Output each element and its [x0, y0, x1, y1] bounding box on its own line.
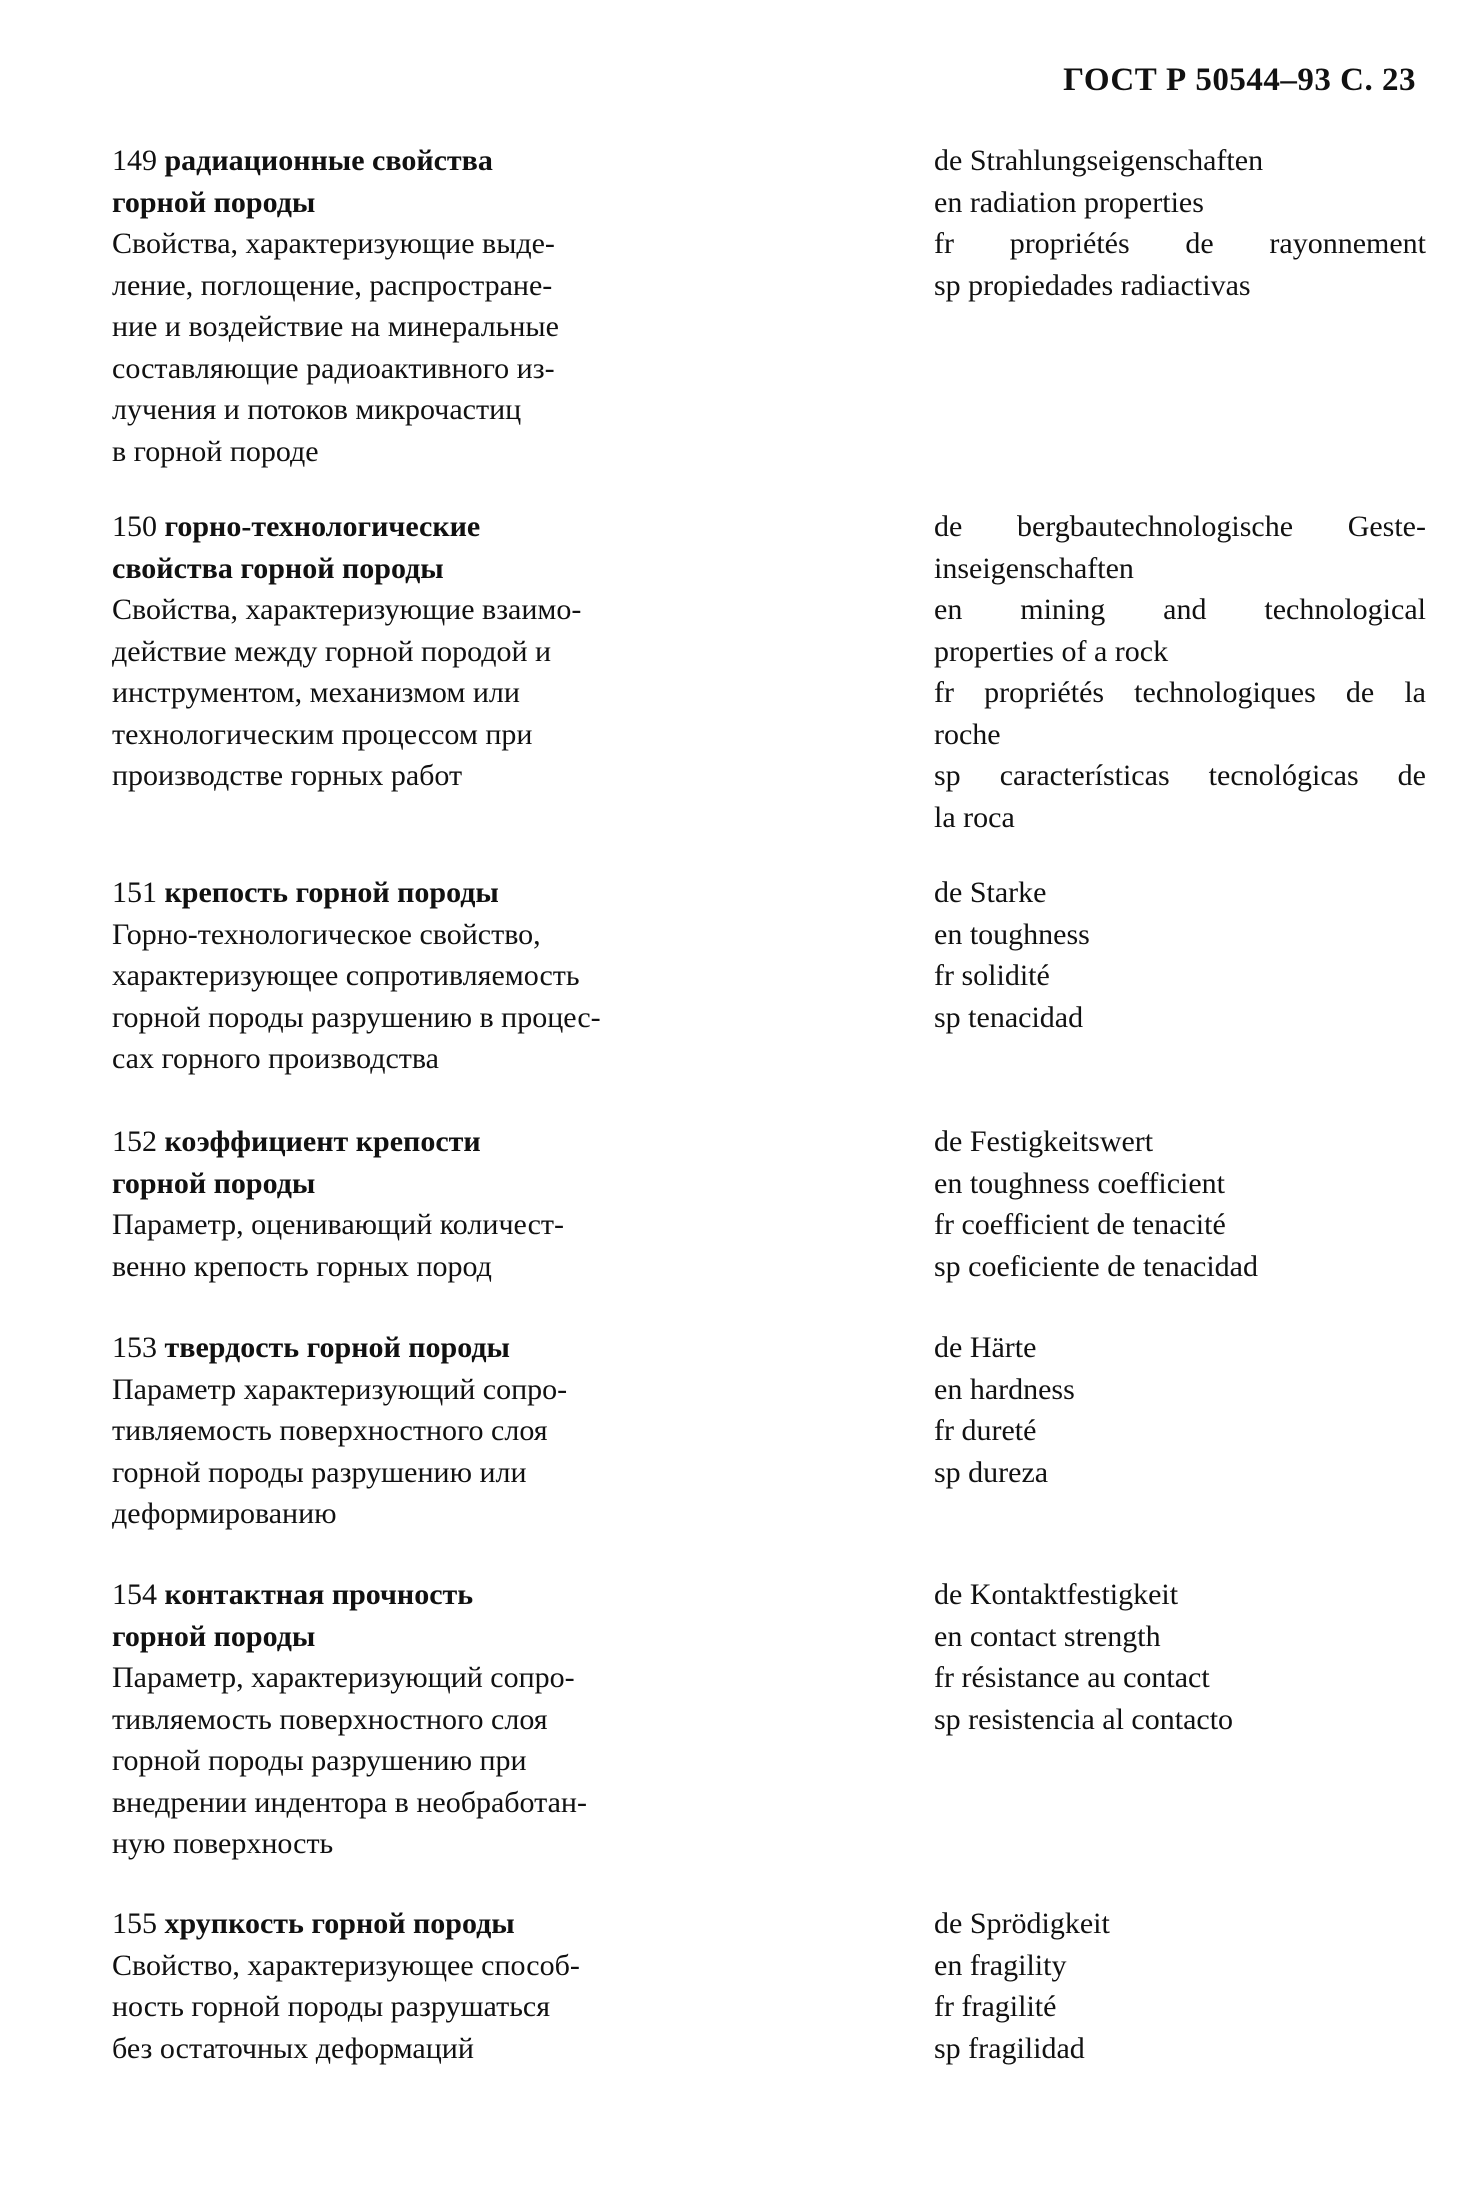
translation-sp: sp propiedades radiactivas: [934, 268, 1251, 302]
term-heading: [112, 872, 732, 914]
term-heading: [112, 506, 732, 548]
term-heading: [112, 140, 732, 182]
translation-fr-continued: roche: [934, 717, 1001, 751]
russian-term-block: [112, 1121, 732, 1287]
definition-line: характеризующее сопротивляемость: [112, 959, 580, 992]
page-header: ГОСТ Р 50544–93 С. 23: [1063, 62, 1416, 98]
definition-line: в горной породе: [112, 434, 319, 468]
definition-line: Свойство, характеризующее способ-: [112, 1948, 580, 1982]
definition-line: горной породы разрушению или: [112, 1455, 527, 1489]
translation-en: en toughness: [934, 917, 1090, 951]
entry-number: 149: [112, 144, 157, 177]
translation-fr: fr propriétés technologiques de la: [934, 676, 1426, 709]
definition-line: внедрении индентора в необработан-: [112, 1785, 587, 1819]
term-heading: [112, 1327, 732, 1369]
definition-line: Свойства, характеризующие взаимо-: [112, 593, 582, 626]
russian-term-block: [112, 1574, 732, 1865]
translation-block: [934, 1903, 1426, 2069]
definition-line: Параметр, характеризующий сопро-: [112, 1661, 575, 1694]
definition-line: деформированию: [112, 1497, 337, 1530]
definition-line: ние и воздействие на минеральные: [112, 310, 559, 343]
translation-fr: fr propriétés de rayonnement: [934, 227, 1426, 260]
definition-line: производстве горных работ: [112, 759, 463, 792]
term-title: хрупкость горной породы: [164, 1907, 515, 1940]
translation-en: en contact strength: [934, 1619, 1161, 1653]
term-title: горно-технологические: [164, 510, 481, 543]
definition-line: горной породы разрушению при: [112, 1744, 527, 1777]
translation-de: de Härte: [934, 1331, 1037, 1364]
translation-fr: fr résistance au contact: [934, 1661, 1210, 1694]
entry-number: 153: [112, 1331, 157, 1364]
definition-line: лучения и потоков микрочастиц: [112, 393, 522, 426]
translation-en-continued: properties of a rock: [934, 634, 1169, 668]
russian-term-block: [112, 506, 732, 797]
translation-sp: sp tenacidad: [934, 1000, 1084, 1034]
translation-en: en hardness: [934, 1372, 1075, 1406]
translation-sp-continued: la roca: [934, 800, 1015, 834]
entry-number: 151: [112, 876, 157, 909]
translation-block: [934, 1327, 1426, 1493]
definition-line: ную поверхность: [112, 1827, 334, 1860]
translation-block: [934, 1121, 1426, 1287]
translation-en: en radiation properties: [934, 185, 1204, 219]
entry-number: 155: [112, 1907, 157, 1940]
term-title-continued: горной породы: [112, 1619, 316, 1653]
translation-fr: fr solidité: [934, 959, 1050, 992]
definition-line: Свойства, характеризующие выде-: [112, 227, 555, 260]
entry-number: 154: [112, 1578, 157, 1611]
translation-fr: fr dureté: [934, 1414, 1037, 1447]
translation-de: de Strahlungseigenschaften: [934, 144, 1264, 177]
term-title: коэффициент крепости: [164, 1125, 481, 1158]
term-title: контактная прочность: [164, 1578, 474, 1611]
definition-line: сах горного производства: [112, 1042, 439, 1075]
russian-term-block: [112, 1903, 732, 2069]
translation-de: de bergbautechnologische Geste-: [934, 510, 1426, 543]
translation-sp: sp fragilidad: [934, 2031, 1085, 2065]
translation-fr: fr coefficient de tenacité: [934, 1208, 1226, 1241]
translation-block: [934, 140, 1426, 306]
definition-line: тивляемость поверхностного слоя: [112, 1414, 548, 1447]
definition-line: без остаточных деформаций: [112, 2031, 474, 2065]
definition-line: Горно-технологическое свойство,: [112, 917, 541, 951]
russian-term-block: [112, 1327, 732, 1535]
entry-number: 150: [112, 510, 157, 543]
definition-line: технологическим процессом при: [112, 717, 533, 751]
term-heading: [112, 1574, 732, 1616]
definition-line: Параметр характеризующий сопро-: [112, 1372, 568, 1406]
translation-de: de Starke: [934, 876, 1047, 909]
definition-line: горной породы разрушению в процес-: [112, 1000, 601, 1034]
translation-sp: sp dureza: [934, 1455, 1049, 1489]
translation-sp: sp coeficiente de tenacidad: [934, 1249, 1258, 1283]
translation-de: de Sprödigkeit: [934, 1907, 1110, 1940]
translation-sp: sp características tecnológicas de: [934, 759, 1426, 792]
definition-line: инструментом, механизмом или: [112, 676, 520, 709]
term-title: радиационные свойства: [164, 144, 493, 177]
definition-line: венно крепость горных пород: [112, 1249, 492, 1283]
definition-line: тивляемость поверхностного слоя: [112, 1702, 548, 1736]
translation-de: de Kontaktfestigkeit: [934, 1578, 1179, 1611]
definition-line: ление, поглощение, распростране-: [112, 268, 553, 302]
translation-en: en toughness coefficient: [934, 1166, 1226, 1200]
translation-fr: fr fragilité: [934, 1990, 1057, 2023]
term-heading: [112, 1903, 732, 1945]
definition-line: ность горной породы разрушаться: [112, 1990, 551, 2023]
translation-block: [934, 506, 1426, 838]
translation-block: [934, 1574, 1426, 1740]
entry-number: 152: [112, 1125, 157, 1158]
translation-de: de Festigkeitswert: [934, 1125, 1154, 1158]
russian-term-block: [112, 872, 732, 1080]
definition-line: составляющие радиоактивного из-: [112, 351, 555, 385]
definition-line: действие между горной породой и: [112, 634, 552, 668]
term-title-continued: горной породы: [112, 185, 316, 219]
russian-term-block: [112, 140, 732, 472]
translation-block: [934, 872, 1426, 1038]
translation-en: en mining and technological: [934, 593, 1426, 626]
term-heading: [112, 1121, 732, 1163]
definition-line: Параметр, оценивающий количест-: [112, 1208, 565, 1241]
translation-sp: sp resistencia al contacto: [934, 1702, 1234, 1736]
translation-en: en fragility: [934, 1948, 1067, 1982]
term-title-continued: горной породы: [112, 1166, 316, 1200]
term-title: крепость горной породы: [164, 876, 499, 909]
term-title-continued: свойства горной породы: [112, 551, 444, 585]
translation-de-continued: inseigenschaften: [934, 551, 1134, 585]
term-title: твердость горной породы: [164, 1331, 510, 1364]
